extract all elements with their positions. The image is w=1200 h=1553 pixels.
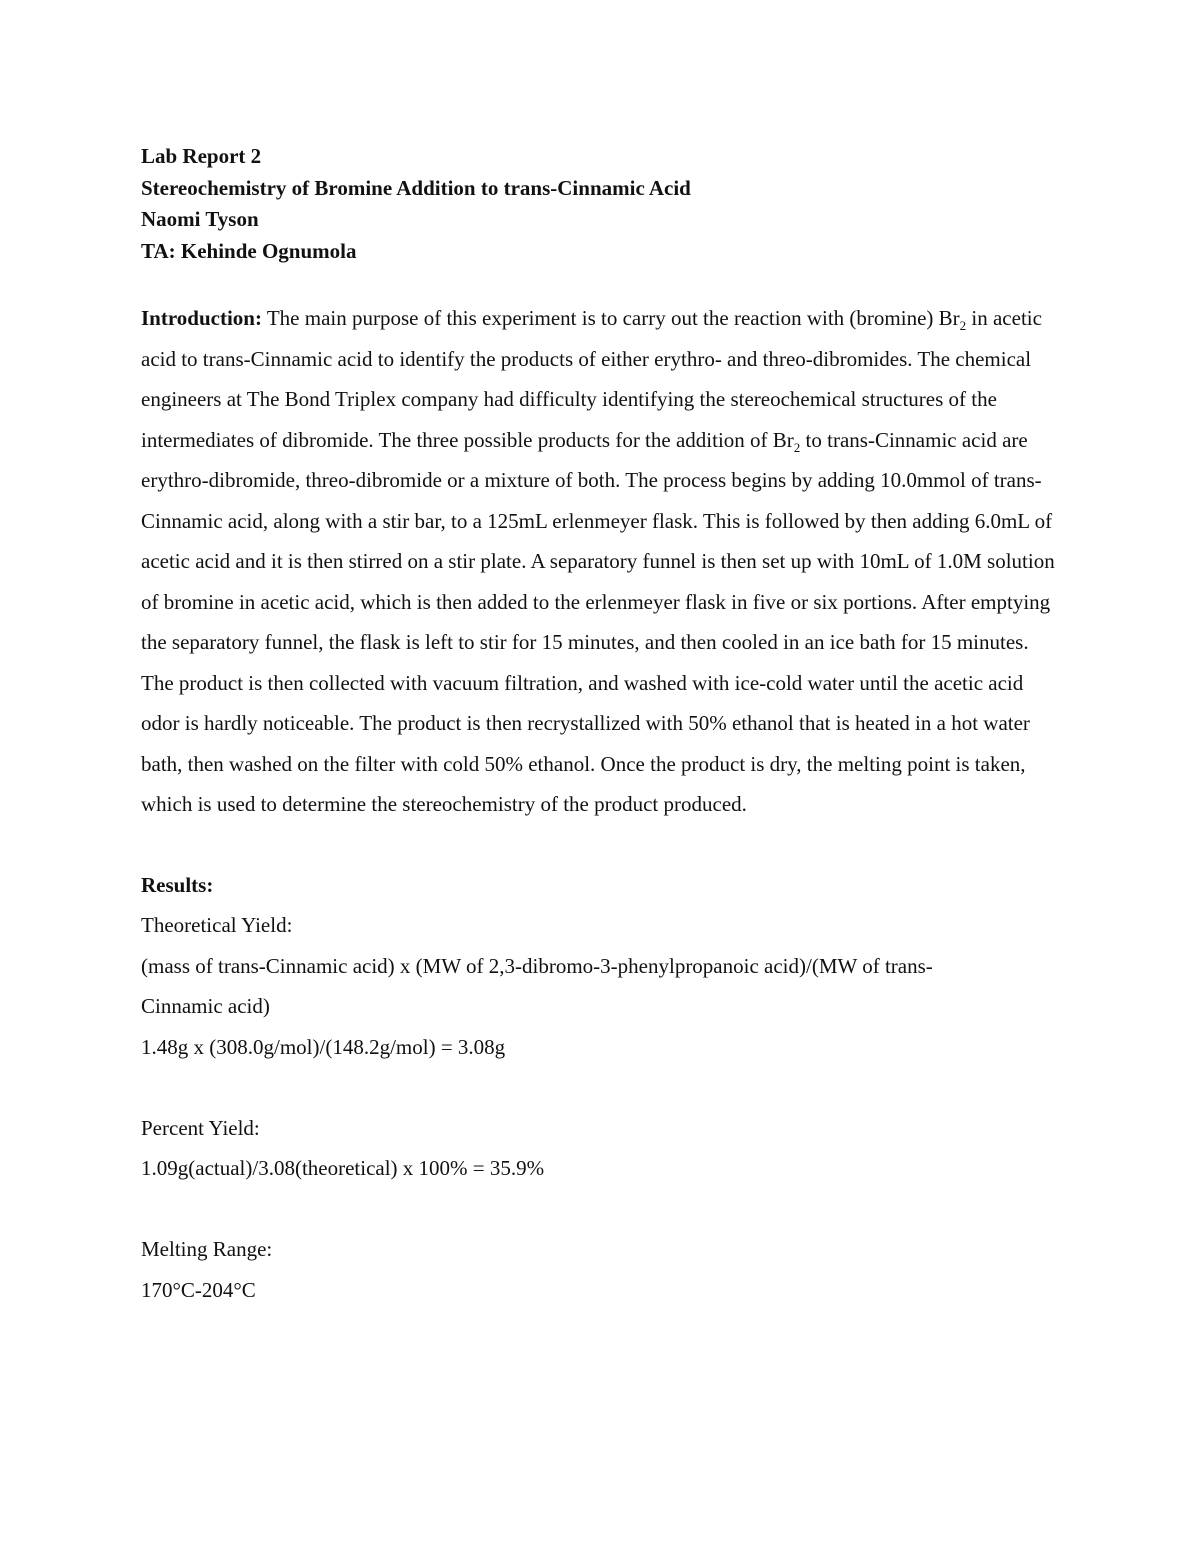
introduction-paragraph bbox=[141, 298, 1056, 825]
introduction-text-3: to trans-Cinnamic acid are erythro-dibromide, threo-dibromide or a mixture of both. The process begins by adding 10.0mmol of trans-Cinnamic acid, along with a stir bar, to a 125mL erlenmeyer flask. This is followed by then adding 6.0mL of acetic acid and it is then stirred on a stir plate. A separatory funnel is then set up with 10mL of 1.0M solution of bromine in acetic acid, which is then added to the erlenmeyer flask in five or six portions. After emptying the separatory funnel, the flask is left to stir for 15 minutes, and then cooled in an ice bath for 15 minutes. The product is then collected with vacuum filtration, and washed with ice-cold water until the acetic acid odor is hardly noticeable. The product is then recrystallized with 50% ethanol that is heated in a hot water bath, then washed on the filter with cold 50% ethanol. Once the product is dry, the melting point is taken, which is used to determine the stereochemistry of the product produced. bbox=[141, 427, 1055, 816]
report-title: Stereochemistry of Bromine Addition to trans-Cinnamic Acid bbox=[141, 175, 691, 200]
melting-range-label: Melting Range: bbox=[141, 1237, 273, 1261]
introduction-section bbox=[141, 298, 1056, 825]
results-heading: Results: bbox=[141, 872, 214, 897]
introduction-text-1: The main purpose of this experiment is to carry out the reaction with (bromine) Br bbox=[261, 306, 960, 330]
theoretical-yield-label: Theoretical Yield: bbox=[141, 913, 293, 937]
subscript-2: 2 bbox=[793, 439, 801, 455]
theoretical-yield-calculation: 1.48g x (308.0g/mol)/(148.2g/mol) = 3.08g bbox=[141, 1034, 506, 1059]
introduction-label: Introduction: bbox=[141, 306, 262, 330]
spacer bbox=[141, 1189, 1056, 1230]
theoretical-yield-formula-line2: Cinnamic acid) bbox=[141, 994, 270, 1018]
document-page bbox=[141, 141, 1056, 1310]
author-name: Naomi Tyson bbox=[141, 207, 259, 231]
spacer bbox=[141, 1067, 1056, 1108]
introduction-text-2: in acetic acid to trans-Cinnamic acid to identify the products of either erythro- and threo-dibromides. The chemical engineers at The Bond Triplex company had difficulty identifying the stereochemical structures of the intermediates of dibromide. The three possible products for the addition of Br bbox=[141, 306, 1042, 452]
report-number: Lab Report 2 bbox=[141, 144, 262, 168]
percent-yield-calculation: 1.09g(actual)/3.08(theoretical) x 100% = 35.9% bbox=[141, 1156, 545, 1180]
ta-name: TA: Kehinde Ognumola bbox=[141, 238, 357, 263]
melting-range-value: 170°C-204°C bbox=[141, 1277, 256, 1302]
subscript-2: 2 bbox=[959, 318, 967, 334]
percent-yield-label: Percent Yield: bbox=[141, 1115, 260, 1140]
theoretical-yield-formula-line1: (mass of trans-Cinnamic acid) x (MW of 2,3-dibromo-3-phenylpropanoic acid)/(MW of trans- bbox=[141, 953, 933, 978]
